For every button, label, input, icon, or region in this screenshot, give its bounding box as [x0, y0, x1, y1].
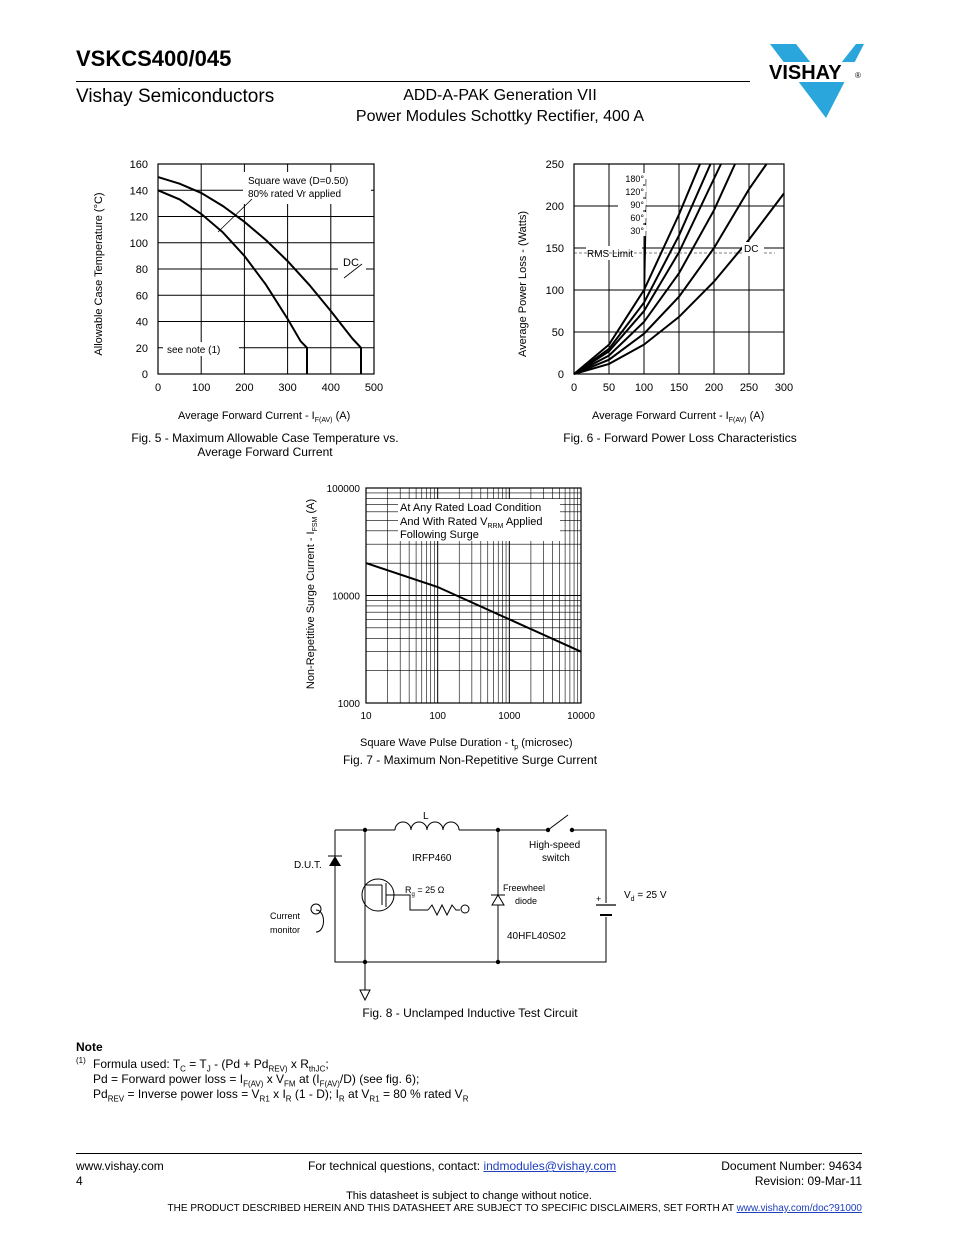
- current-monitor-terminal: [311, 904, 321, 914]
- fig6-angle-label: 30°: [630, 226, 644, 236]
- document-subtitle: [320, 85, 680, 127]
- fig7-annotation-2: [400, 516, 543, 530]
- junction-dot: [496, 960, 500, 964]
- fig5-annotation-square: Square wave (D=0.50): [248, 176, 349, 187]
- fig6-x-tick-label: 200: [704, 382, 724, 394]
- fig7-x-tick-label: 10: [360, 711, 372, 722]
- fig5-y-tick-label: 80: [135, 264, 148, 276]
- fig5-x-tick-label: 500: [364, 382, 384, 394]
- fig6-x-tick-label: 50: [602, 382, 616, 394]
- note-title: Note: [76, 1040, 103, 1054]
- junction-dot: [363, 960, 367, 964]
- fig5-caption: [100, 431, 430, 459]
- note-line-3: $Pd_{REV}$ = Inverse power loss = $V_{R1}$ x $I_R$ (1 - D); $I_R$ at $V_{R1} = 80$ % rated $V_R$: [93, 1087, 469, 1104]
- footer-contact-email[interactable]: indmodules@vishay.com: [483, 1159, 617, 1173]
- company-name: Vishay Semiconductors: [76, 86, 275, 107]
- fig5-y-tick-label: 120: [129, 211, 148, 224]
- fig7-annotation-1: At Any Rated Load Condition: [400, 502, 542, 514]
- part-number: VSKCS400/045: [76, 46, 232, 71]
- fig5-annotation-leader: [218, 199, 252, 232]
- fig6-angle-label: 90°: [630, 200, 644, 210]
- fig5-xlabel-sub: F(AV): [314, 417, 333, 424]
- fig6-xlabel-sub: F(AV): [728, 417, 747, 424]
- gate-terminal: [461, 905, 469, 913]
- fig5-chart: [90, 152, 410, 432]
- fig5-y-tick-label: 100: [129, 237, 148, 250]
- fig5-x-tick-label: 300: [278, 382, 297, 394]
- switch-label-1: High-speed: [529, 840, 581, 851]
- mosfet-label: IRFP460: [412, 853, 452, 864]
- footer-page-number: 4: [76, 1174, 83, 1188]
- fig7-x-tick-label: 100: [429, 711, 447, 722]
- freewheel-part: 40HFL40S02: [507, 931, 566, 942]
- footer-disclaimer-link[interactable]: www.vishay.com/doc?91000: [736, 1203, 862, 1214]
- current-monitor-label-1: Current: [270, 911, 301, 921]
- fig7-chart: [300, 478, 610, 753]
- logo-text: VISHAY: [769, 62, 842, 84]
- freewheel-label-2: diode: [515, 896, 538, 906]
- fig6-x-tick-label: 0: [570, 382, 578, 394]
- footer-revision: Revision: 09-Mar-11: [754, 1174, 862, 1188]
- fig6-x-tick-label: 100: [634, 382, 654, 394]
- fig5-xlabel: [178, 410, 350, 424]
- logo-registered: ®: [855, 71, 861, 80]
- fig6-dc-label: DC: [744, 244, 759, 255]
- fig7-ylabel-sub: FSM: [312, 516, 319, 532]
- fig6-x-tick-label: 300: [774, 382, 794, 394]
- fig6-series-line: [574, 164, 767, 374]
- fig5-y-tick-label: 0: [141, 369, 148, 381]
- footer-contact: [308, 1159, 616, 1173]
- fig7-xlabel-unit: (microsec): [518, 737, 573, 749]
- fig6-y-tick-label: 0: [557, 369, 564, 381]
- fig6-y-tick-label: 250: [545, 159, 564, 171]
- switch-label-2: switch: [542, 853, 570, 864]
- fig7-xlabel-sub: p: [514, 744, 519, 751]
- switch-blade: [548, 815, 568, 830]
- fig6-angle-label: 180°: [625, 174, 644, 184]
- fig5-note: see note (1): [167, 345, 221, 356]
- fig6-xlabel-unit: (A): [746, 410, 765, 422]
- freewheel-label-1: Freewheel: [503, 883, 546, 893]
- junction-dot: [363, 828, 367, 832]
- inductor-symbol: [395, 822, 459, 830]
- note-line-2: Pd = Forward power loss = $I_{F(AV)}$ x $V_{FM}$ at $(I_{F(AV)}/D)$ (see fig. 6);: [93, 1072, 420, 1089]
- dut-label: D.U.T.: [294, 860, 322, 871]
- fig6-rms-label: RMS Limit: [587, 249, 634, 260]
- subtitle-line-1: ADD-A-PAK Generation VII: [403, 87, 597, 104]
- fig6-y-tick-label: 200: [545, 201, 564, 213]
- fig7-annotation-2b: Applied: [503, 516, 543, 528]
- footer-contact-text: For technical questions, contact:: [308, 1159, 484, 1173]
- inductor-label: L: [423, 811, 429, 822]
- vd-label: [624, 890, 667, 903]
- fig5-caption-line-1: Fig. 5 - Maximum Allowable Case Temperature vs.: [131, 431, 399, 445]
- footer-disclaimer: [76, 1203, 862, 1214]
- mosfet-leads: [365, 877, 428, 913]
- fig8-caption: Fig. 8 - Unclamped Inductive Test Circuit: [362, 1006, 578, 1020]
- fig5-x-tick-label: 200: [235, 382, 254, 394]
- vd-label-sub: d: [630, 896, 635, 903]
- vd-label-value: = 25 V: [634, 890, 667, 901]
- footer-rule: [76, 1153, 862, 1154]
- header-rule: [76, 81, 750, 82]
- fig5-caption-line-2: Average Forward Current: [197, 445, 333, 459]
- footer-website[interactable]: www.vishay.com: [76, 1159, 164, 1173]
- rg-label-sub: g: [411, 892, 415, 898]
- fig6-x-tick-label: 150: [669, 382, 689, 394]
- fig7-caption: Fig. 7 - Maximum Non-Repetitive Surge Current: [342, 753, 598, 767]
- fig6-angle-label: 60°: [630, 213, 644, 223]
- vd-label-main: V: [624, 890, 631, 901]
- fig7-ylabel: [305, 499, 319, 689]
- footer-notice: This datasheet is subject to change without notice.: [346, 1190, 592, 1202]
- footer-doc-number: Document Number: 94634: [721, 1159, 862, 1173]
- fig6-caption: Fig. 6 - Forward Power Loss Characteristics: [563, 431, 797, 445]
- fig5-dc-label: DC: [343, 257, 359, 269]
- fig5-y-tick-label: 40: [135, 316, 148, 329]
- fig6-y-tick-label: 150: [545, 243, 564, 255]
- fig7-x-tick-label: 1000: [498, 711, 521, 722]
- footer-disclaimer-text: THE PRODUCT DESCRIBED HEREIN AND THIS DATASHEET ARE SUBJECT TO SPECIFIC DISCLAIMERS, SET FORTH AT: [167, 1203, 737, 1214]
- fig7-y-tick-label: 1000: [337, 699, 360, 710]
- vishay-logo: [766, 42, 866, 120]
- fig7-annotation-2a: And With Rated V: [400, 516, 488, 528]
- current-monitor-coil: [316, 910, 324, 932]
- fig5-ylabel: Allowable Case Temperature (°C): [93, 192, 105, 356]
- rg-label-main: R: [405, 885, 412, 895]
- rg-label-value: = 25 Ω: [414, 885, 445, 895]
- fig5-x-tick-label: 100: [192, 382, 211, 394]
- ground-symbol: [360, 990, 370, 1000]
- fig6-y-tick-label: 50: [551, 327, 564, 339]
- fig6-chart: [510, 152, 810, 432]
- fig7-xlabel: [360, 737, 573, 751]
- fig5-y-tick-label: 160: [129, 159, 148, 171]
- current-monitor-label-2: monitor: [270, 925, 301, 935]
- switch-contact: [570, 828, 574, 832]
- fig5-y-tick-label: 60: [135, 290, 148, 303]
- fig6-angle-label: 120°: [625, 187, 644, 197]
- fig8-circuit: [260, 805, 680, 1005]
- note-marker: (1): [76, 1056, 86, 1065]
- junction-dot: [496, 828, 500, 832]
- fig6-ylabel: Average Power Loss - (Watts): [517, 210, 529, 358]
- fig6-y-tick-label: 100: [545, 285, 564, 297]
- gate-resistor: [428, 905, 460, 915]
- fig7-ylabel-main: Non-Repetitive Surge Current - I: [305, 531, 317, 690]
- fig5-xlabel-main: Average Forward Current - I: [178, 410, 315, 422]
- fig5-y-tick-label: 20: [135, 342, 148, 355]
- fig7-y-tick-label: 10000: [332, 591, 360, 603]
- dut-diode-symbol: [329, 856, 341, 866]
- fig6-x-tick-label: 250: [739, 382, 759, 394]
- fig5-y-tick-label: 140: [129, 185, 148, 198]
- fig7-annotation-3: Following Surge: [400, 529, 479, 541]
- switch-contact: [546, 828, 550, 832]
- fig7-x-tick-label: 10000: [567, 711, 595, 722]
- fig5-x-tick-label: 400: [321, 382, 340, 394]
- fig7-xlabel-main: Square Wave Pulse Duration - t: [360, 737, 515, 749]
- fig5-annotation-vr: 80% rated Vr applied: [248, 189, 342, 200]
- fig5-x-tick-label: 0: [154, 382, 162, 394]
- battery-plus: +: [596, 894, 602, 904]
- rg-label: [405, 885, 445, 898]
- note-line-1: Formula used: $T_C = T_J - (Pd + Pd_{REV)}$ x $R_{thJC}$;: [93, 1057, 329, 1074]
- freewheel-diode-symbol: [492, 895, 504, 905]
- fig6-xlabel: [592, 410, 764, 424]
- fig7-y-tick-label: 100000: [326, 484, 360, 495]
- subtitle-line-2: Power Modules Schottky Rectifier, 400 A: [355, 108, 645, 125]
- fig5-xlabel-unit: (A): [332, 410, 351, 422]
- fig7-annotation-2-sub: RRM: [487, 523, 504, 530]
- fig6-xlabel-main: Average Forward Current - I: [592, 410, 729, 422]
- fig7-ylabel-unit: (A): [305, 498, 317, 517]
